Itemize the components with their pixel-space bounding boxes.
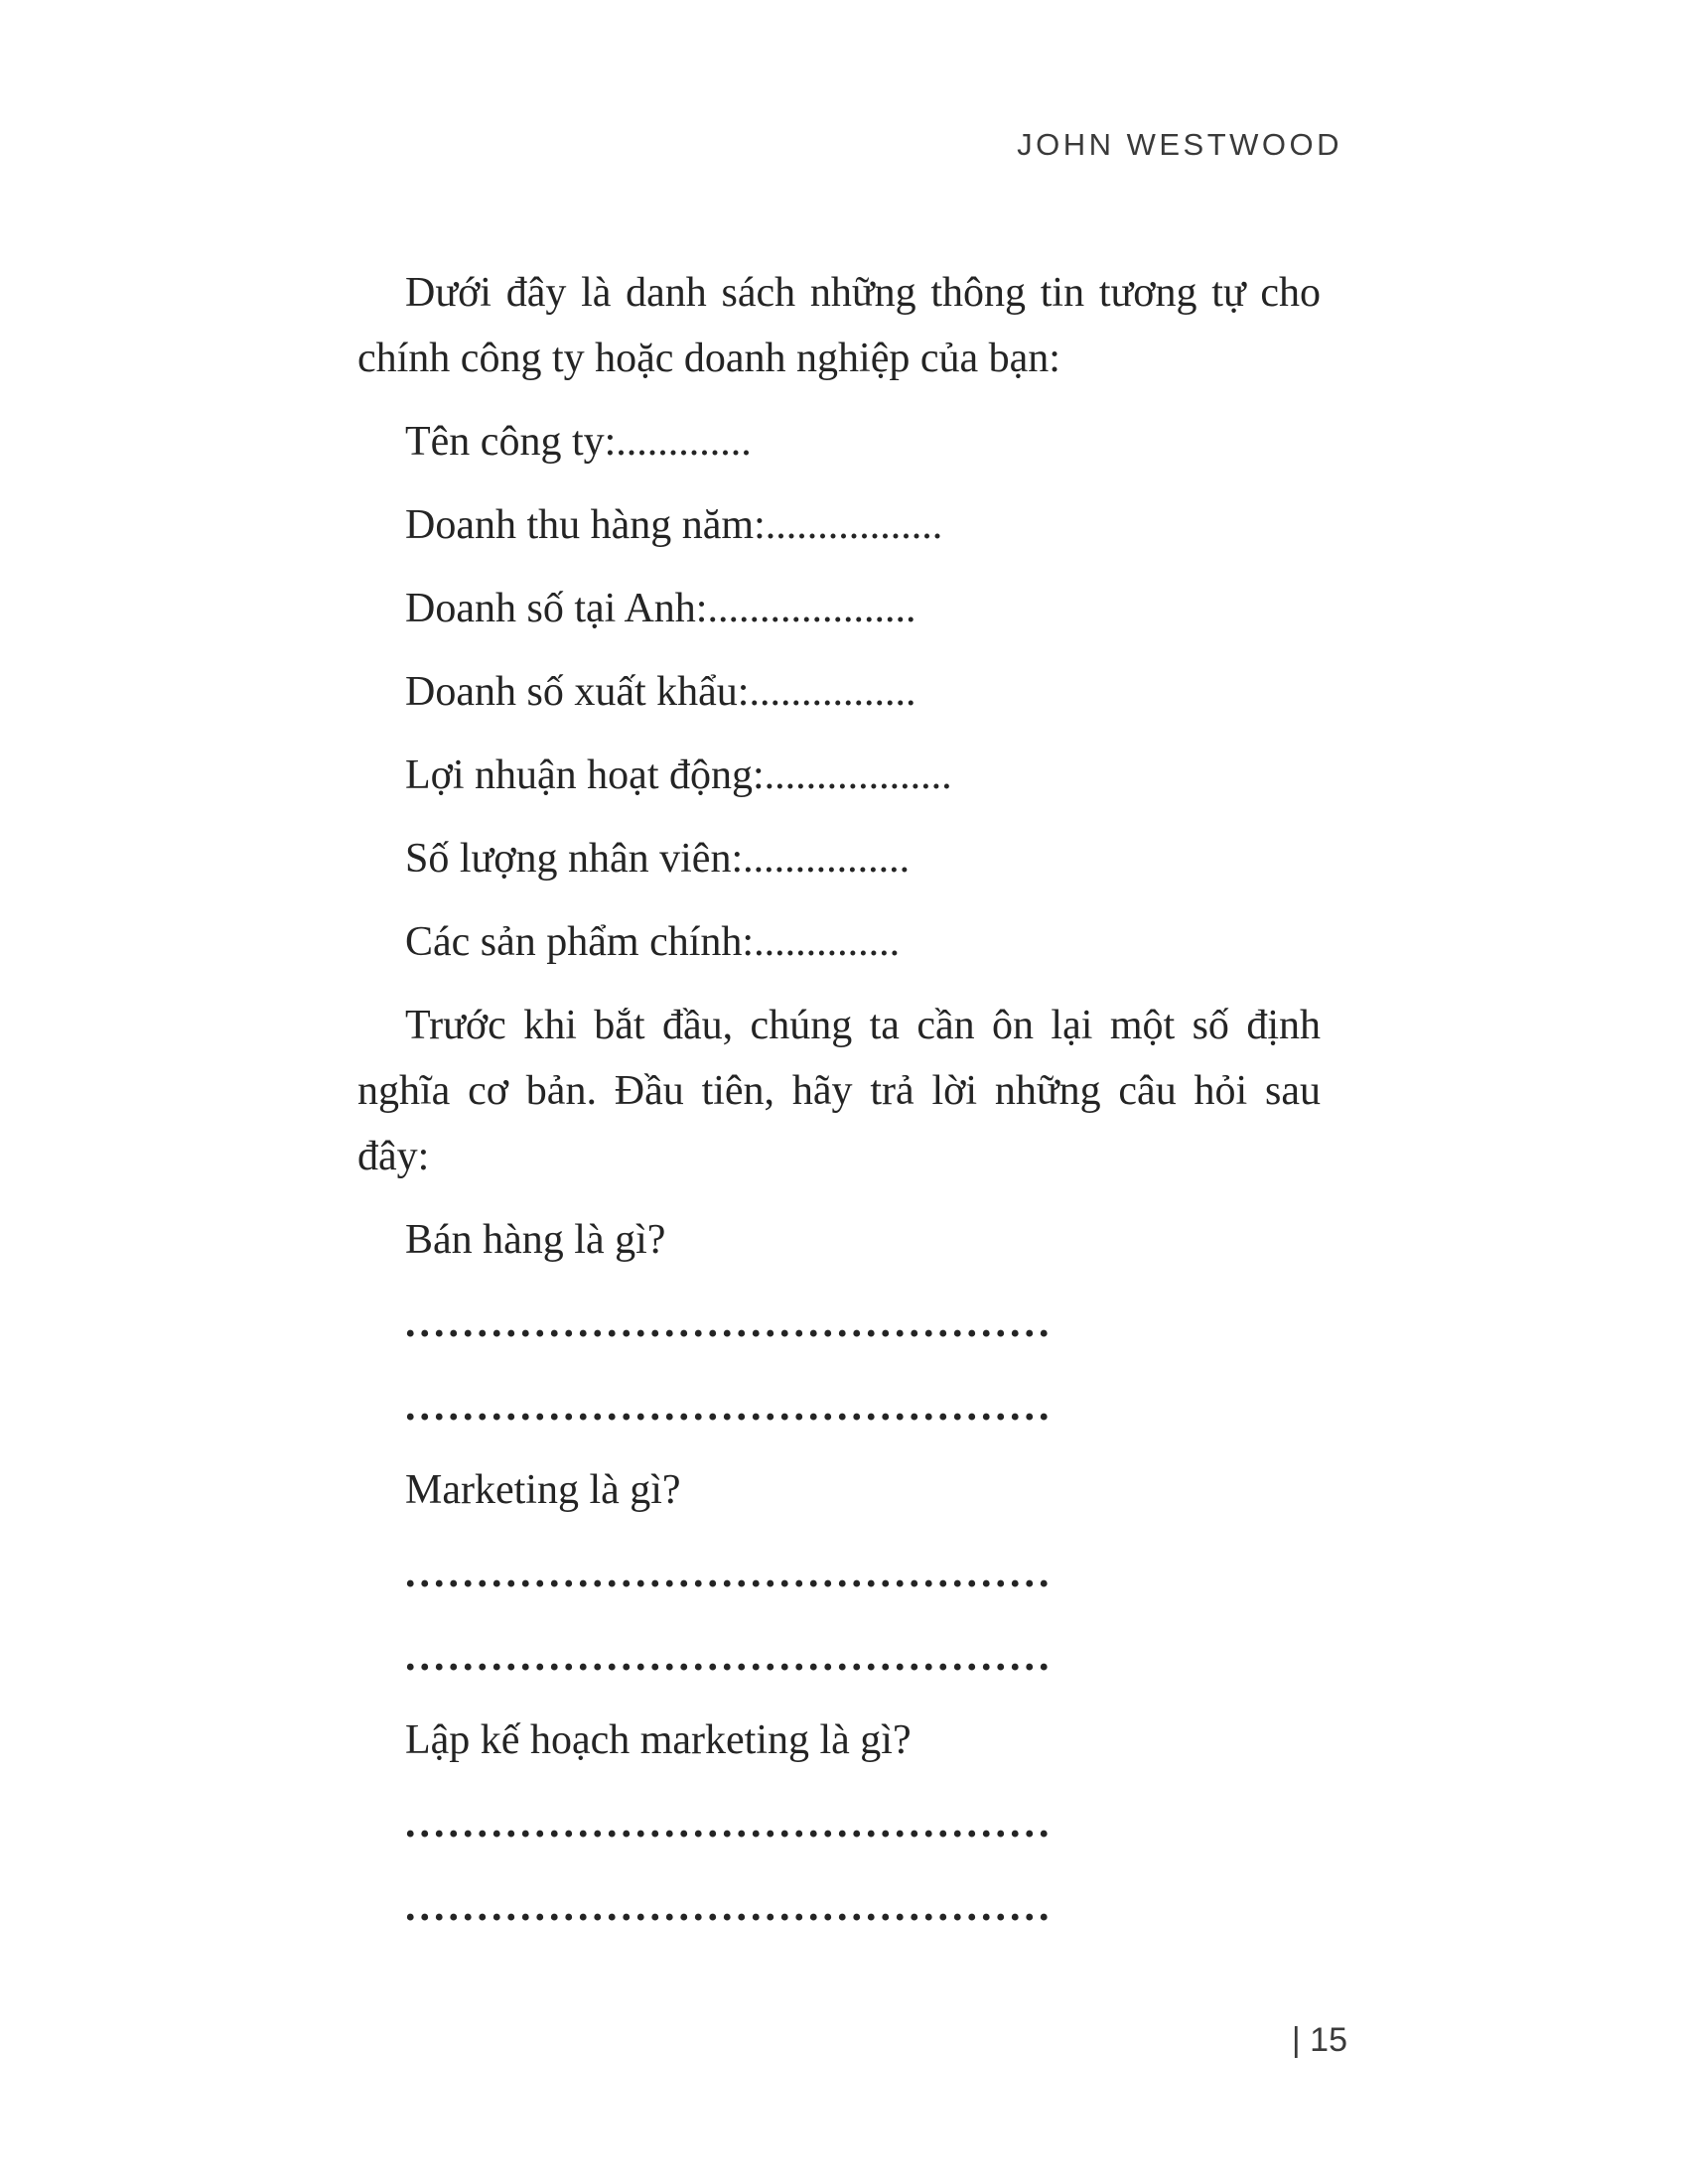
question-line: Lập kế hoạch marketing là gì? [405, 1717, 912, 1763]
company-fields-list [357, 409, 1321, 975]
running-header [0, 127, 1342, 163]
definitions-paragraph: Trước khi bắt đầu, chúng ta cần ôn lại một số định nghĩa cơ bản. Đầu tiên, hãy trả lời những câu hỏi sau đây: [357, 1003, 1321, 1179]
answer-dots-line: ............................................. [405, 1551, 1054, 1596]
answer-dots-line: ............................................. [405, 1634, 1054, 1680]
form-field-line: Tên công ty:............. [405, 419, 752, 465]
answer-dots-line: ............................................. [405, 1300, 1054, 1346]
form-field-line: Doanh thu hàng năm:................. [405, 502, 943, 548]
page-body [357, 260, 1321, 1958]
answer-dots-line: ............................................. [405, 1384, 1054, 1430]
form-field-line: Lợi nhuận hoạt động:.................. [405, 752, 952, 798]
form-field-line: Số lượng nhân viên:................ [405, 836, 911, 882]
form-field-line: Doanh số xuất khẩu:................ [405, 669, 916, 715]
questions-list [357, 1207, 1321, 1940]
page-footer [0, 2021, 1347, 2060]
answer-dots-line: ............................................. [405, 1884, 1054, 1930]
author-name: JOHN WESTWOOD [1017, 127, 1342, 162]
question-line: Bán hàng là gì? [405, 1217, 666, 1263]
question-line: Marketing là gì? [405, 1467, 681, 1513]
intro-paragraph: Dưới đây là danh sách những thông tin tương tự cho chính công ty hoặc doanh nghiệp của bạn: [357, 270, 1321, 381]
answer-dots-line: ............................................. [405, 1801, 1054, 1846]
form-field-line: Các sản phẩm chính:.............. [405, 919, 901, 965]
page-number: | 15 [1291, 2021, 1347, 2059]
form-field-line: Doanh số tại Anh:.................... [405, 586, 916, 631]
